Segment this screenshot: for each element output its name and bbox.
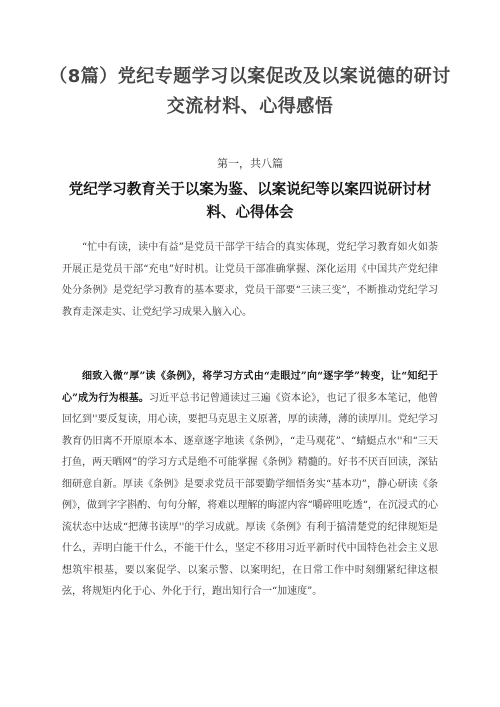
article-title-line-1: 党纪学习教育关于以案为鉴、以案说纪等以案四说研讨材 [68, 182, 432, 198]
paragraph-body: 习近平总书记曾通读过三遍《资本论》，也记了很多本笔记，他曾回忆到''要反复读，用心读，要把马克思主义原著，厚的读薄，薄的读厚川。党纪学习教育仍旧离不开原原本本、逐章逐字地读《条例》，“走马观花”、“蜻蜓点水''和“三天打鱼，两天晒网”的学习方式是绝不可能掌握《条例》精髓的。好书不厌百回读，深钻细研意自新。厚读《条例》是要求党员干部要勤学细悟务实“基本功”，静心研读《条例》，做到字字斟酌、句句分解，将难以理解的晦涩内容“嚼碎咀吃透“，在沉浸式的心流状态中达成“把薄书读厚''的学习成就。厚读《条例》有利于搞清楚党的纪律规矩是什么，弄明白能干什么，不能干什么，坚定不移用习近平新时代中国特色社会主义思想筑牢根基，要以案促学、以案示警、以案明纪，在日常工作中时刻绷紧纪律这根弦，将规矩内化于心、外化于行，跑出知行合一“加速度”。 [62, 392, 438, 597]
paragraph-intro: “忙中有读，读中有益”是党员干部学干结合的真实体现，党纪学习教育如火如荼开展正是党员干部“充电”好时机。让党员干部准确掌握、深化运用《中国共产党纪律处分条例》是党纪学习教育的基本要求，党员干部要“三读三变”，不断推动党纪学习教育走深走实、让党纪学习成果入脑入心。 [62, 242, 438, 318]
document-title-line-1: （8篇）党纪专题学习以案促改及以案说德的研讨 [49, 66, 451, 87]
article-title-line-2: 料、心得体会 [206, 205, 294, 221]
paragraph-section-one [62, 366, 438, 603]
paragraph-lead-bold: 细致入微“厚”读《条例》，将学习方式由“走眼过”向“逐字学”转变，让“知纪于心”成为行为根基。 [62, 371, 438, 404]
part-label: 第一，共八篇 [217, 157, 283, 170]
document-title-line-2: 交流材料、心得感悟 [166, 96, 334, 117]
